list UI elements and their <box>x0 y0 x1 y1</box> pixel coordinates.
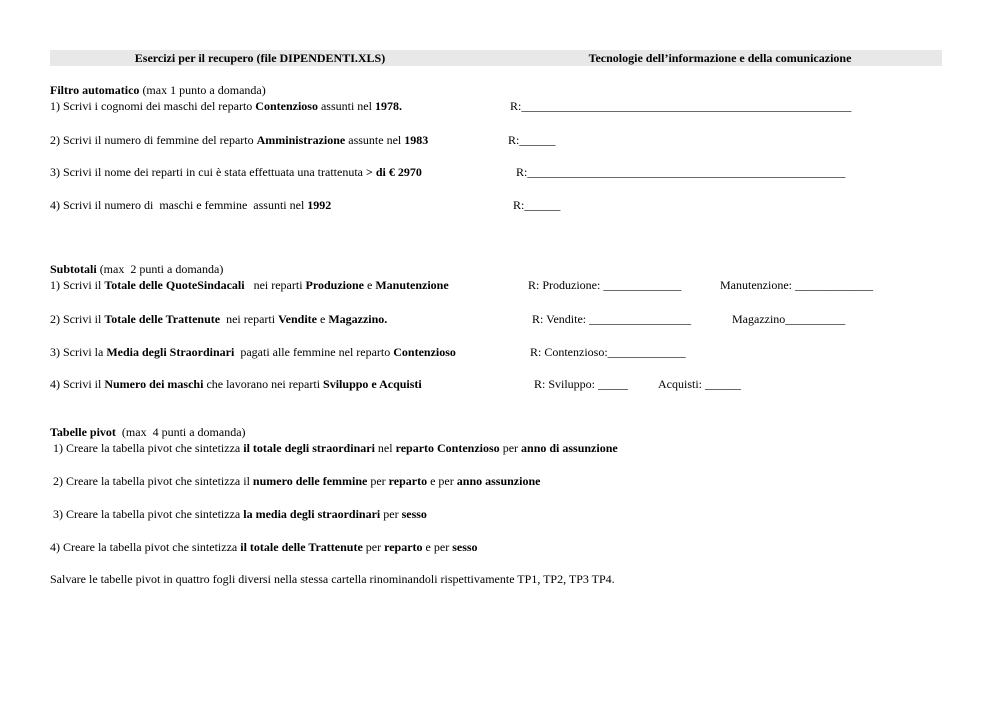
s3q1-text3: per <box>499 441 522 455</box>
s1q3-text: 3) Scrivi il nome dei reparti in cui è stata effettuata una trattenuta <box>50 165 366 179</box>
section2-title: Subtotali <box>50 262 97 276</box>
s2q2-text2: nei reparti <box>220 312 279 326</box>
s1q1-bold2: 1978. <box>374 99 402 113</box>
closing-instruction: Salvare le tabelle pivot in quattro fogli diversi nella stessa cartella rinominandoli rispettivamente TP1, TP2, TP3 TP4. <box>50 572 615 586</box>
s3q1-bold2: reparto Contenzioso <box>395 441 500 455</box>
s2q2-text: 2) Scrivi il <box>50 312 105 326</box>
s2q2-bold2: Vendite <box>278 312 317 326</box>
s1q2-bold1: Amministrazione <box>256 133 346 147</box>
section1-note: (max 1 punto a domanda) <box>139 83 266 97</box>
s3q3-bold2: sesso <box>401 507 427 521</box>
s2q4-answer-acquisti[interactable]: Acquisti: ______ <box>658 377 741 391</box>
s1q1-text2: assunti nel <box>317 99 375 113</box>
section2-note: (max 2 punti a domanda) <box>96 262 224 276</box>
s1q2-text: 2) Scrivi il numero di femmine del reparto <box>50 133 257 147</box>
s2q1-bold3: Manutenzione <box>375 278 449 292</box>
section1-title: Filtro automatico <box>50 83 140 97</box>
s2q4-answer-sviluppo[interactable]: R: Sviluppo: _____ <box>534 377 629 391</box>
s1-question-4 <box>50 198 331 212</box>
s1q3-answer[interactable]: R:_____________________________________________________ <box>516 165 846 179</box>
s3q2-text3: e per <box>427 474 457 488</box>
s2q4-bold1: Numero dei maschi <box>104 377 204 391</box>
header-right: Tecnologie dell’informazione e della comunicazione <box>588 51 852 65</box>
header-band <box>50 50 942 66</box>
s2-question-2 <box>50 312 387 326</box>
s3q1-bold3: anno di assunzione <box>521 441 618 455</box>
s2-question-1 <box>50 278 449 292</box>
s1q3-bold1: > di € 2970 <box>366 165 422 179</box>
s3-question-1 <box>50 441 618 455</box>
s3-question-4 <box>50 540 478 554</box>
s3q4-bold3: sesso <box>452 540 478 554</box>
s2q3-bold2: Contenzioso <box>393 345 456 359</box>
s3q3-bold1: la media degli straordinari <box>243 507 381 521</box>
s3q2-text: 2) Creare la tabella pivot che sintetizza il <box>50 474 253 488</box>
header-left: Esercizi per il recupero (file DIPENDENTI.XLS) <box>134 51 386 65</box>
s3-question-2 <box>50 474 540 488</box>
s3q4-bold2: reparto <box>384 540 423 554</box>
section2-heading <box>50 262 223 276</box>
s2q2-text3: e <box>316 312 329 326</box>
s3q2-bold3: anno assunzione <box>456 474 541 488</box>
s2q3-bold1: Media degli Straordinari <box>106 345 235 359</box>
section3-note: (max 4 punti a domanda) <box>115 425 246 439</box>
s2-question-3 <box>50 345 456 359</box>
s1q4-bold1: 1992 <box>307 198 332 212</box>
s1q1-answer[interactable]: R:_______________________________________________________ <box>510 99 852 113</box>
s3q1-text: 1) Creare la tabella pivot che sintetizza <box>50 441 244 455</box>
s1q2-text2: assunte nel <box>345 133 405 147</box>
s2q1-answer-produzione[interactable]: R: Produzione: _____________ <box>528 278 682 292</box>
section3-heading <box>50 425 246 439</box>
s2q3-answer-contenzioso[interactable]: R: Contenzioso:_____________ <box>530 345 686 359</box>
s3-question-3 <box>50 507 427 521</box>
s1-question-3 <box>50 165 422 179</box>
s1q4-answer[interactable]: R:______ <box>513 198 561 212</box>
s1q4-text: 4) Scrivi il numero di maschi e femmine assunti nel <box>50 198 308 212</box>
s1-question-2 <box>50 133 428 147</box>
s2q1-bold2: Produzione <box>305 278 364 292</box>
s2q4-text: 4) Scrivi il <box>50 377 105 391</box>
section1-heading <box>50 83 266 97</box>
s1q1-text: 1) Scrivi i cognomi dei maschi del reparto <box>50 99 256 113</box>
s2q3-text: 3) Scrivi la <box>50 345 107 359</box>
s3q3-text2: per <box>380 507 402 521</box>
s2q1-text2: nei reparti <box>244 278 306 292</box>
s3q2-bold2: reparto <box>388 474 428 488</box>
s2q1-answer-manutenzione[interactable]: Manutenzione: _____________ <box>720 278 873 292</box>
s2q2-bold3: Magazzino. <box>328 312 388 326</box>
s2q2-bold1: Totale delle Trattenute <box>104 312 221 326</box>
s2-question-4 <box>50 377 422 391</box>
s2q1-text3: e <box>364 278 376 292</box>
s1q2-answer[interactable]: R:______ <box>508 133 556 147</box>
s1q1-bold1: Contenzioso <box>255 99 318 113</box>
s2q1-text: 1) Scrivi il <box>50 278 105 292</box>
s2q3-text2: pagati alle femmine nel reparto <box>234 345 394 359</box>
s2q4-bold2: Sviluppo e Acquisti <box>323 377 422 391</box>
s3q1-bold1: il totale degli straordinari <box>243 441 375 455</box>
s2q2-answer-vendite[interactable]: R: Vendite: _________________ <box>532 312 692 326</box>
s3q3-text: 3) Creare la tabella pivot che sintetizza <box>50 507 244 521</box>
s2q2-answer-magazzino[interactable]: Magazzino__________ <box>732 312 846 326</box>
s3q2-bold1: numero delle femmine <box>252 474 368 488</box>
s3q4-text: 4) Creare la tabella pivot che sintetizza <box>50 540 241 554</box>
section3-title: Tabelle pivot <box>50 425 116 439</box>
s3q4-bold1: il totale delle Trattenute <box>240 540 363 554</box>
s3q4-text3: e per <box>422 540 453 554</box>
s1q2-bold2: 1983 <box>404 133 429 147</box>
s3q2-text2: per <box>367 474 389 488</box>
s3q4-text2: per <box>362 540 385 554</box>
s2q1-bold1: Totale delle QuoteSindacali <box>104 278 245 292</box>
s3q1-text2: nel <box>374 441 396 455</box>
s2q4-text2: che lavorano nei reparti <box>203 377 324 391</box>
s1-question-1 <box>50 99 402 113</box>
